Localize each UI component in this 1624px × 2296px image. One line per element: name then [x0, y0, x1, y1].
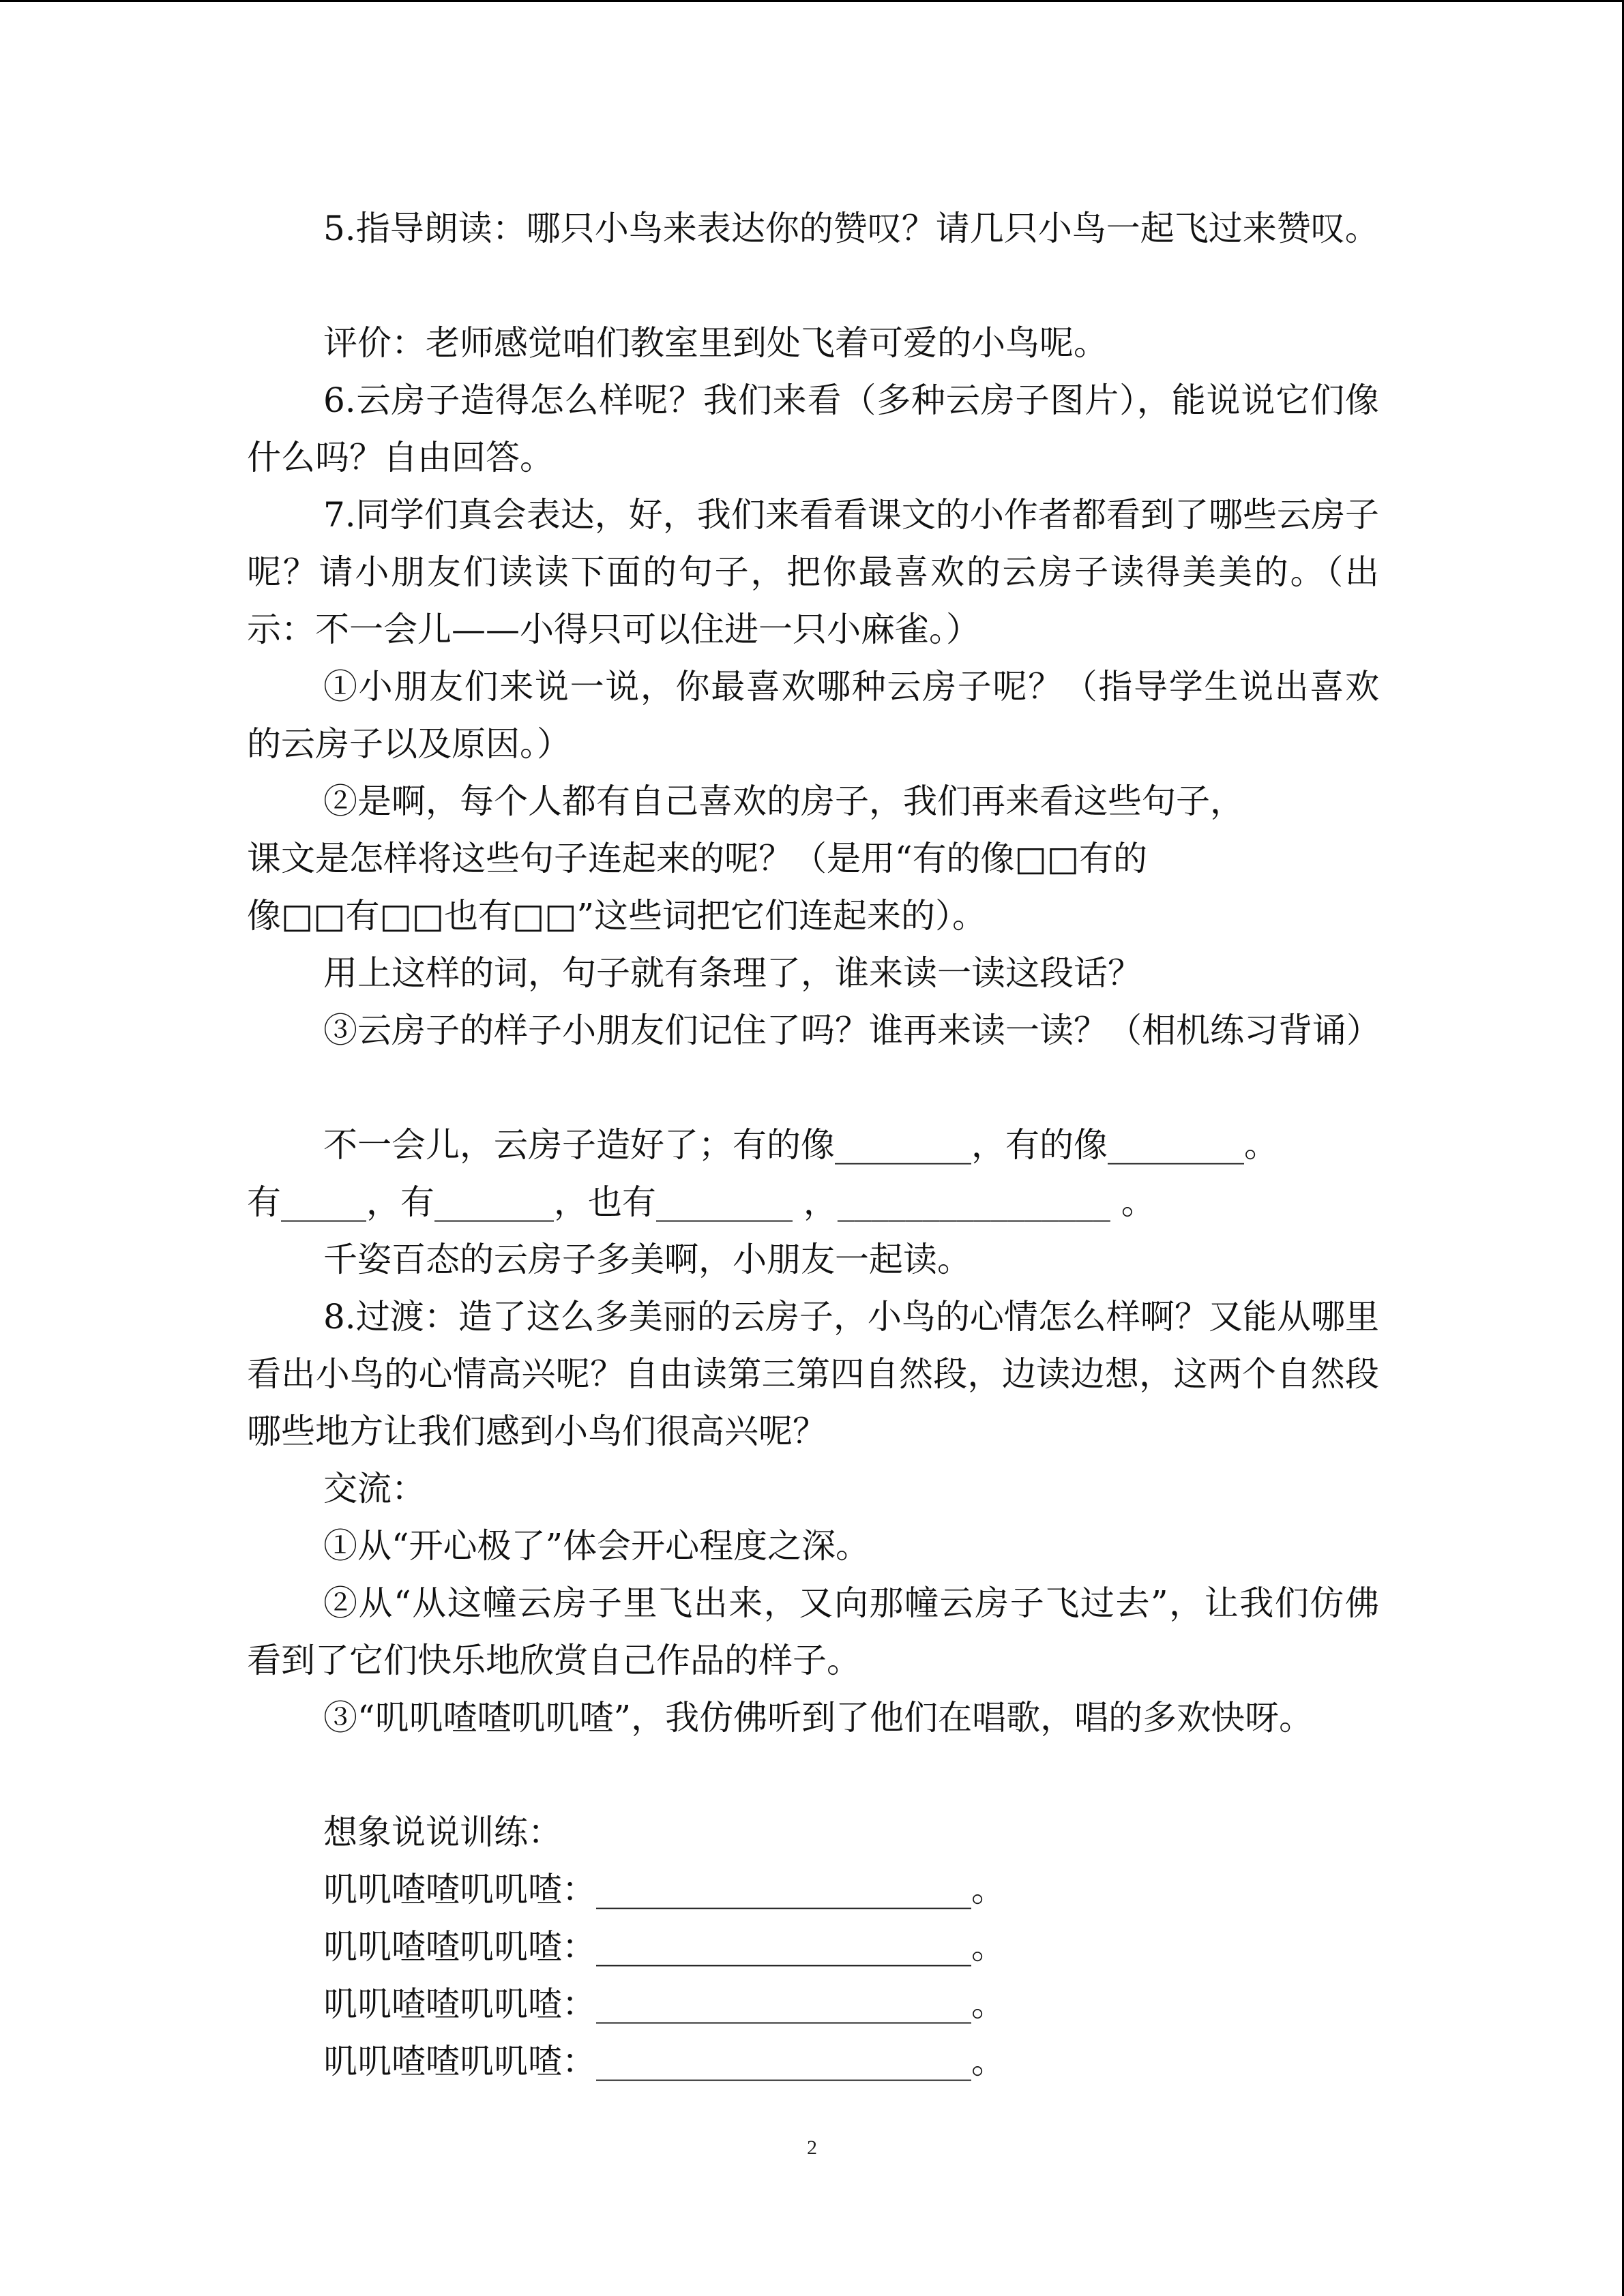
paragraph-discussion-1: ①从“开心极了”体会开心程度之深。: [323, 1526, 870, 1566]
practice-line-3: 叽叽喳喳叽叽喳：______________________。: [323, 1984, 1005, 2024]
practice-line-1: 叽叽喳喳叽叽喳：______________________。: [323, 1870, 1005, 1909]
practice-line-2: 叽叽喳喳叽叽喳：______________________。: [323, 1927, 1005, 1967]
paragraph-7-students-express: 7.同学们真会表达，好，我们来看看课文的小作者都看到了哪些云房子呢？请小朋友们读读下面的句子，把你最喜欢的云房子读得美美的。（出示：不一会儿——小得只可以住进一只小麻雀。）: [247, 495, 1379, 649]
page-top-border: [0, 0, 1624, 2]
paragraph-read-together: 千姿百态的云房子多美啊，小朋友一起读。: [323, 1240, 971, 1279]
paragraph-5-guided-reading: 5.指导朗读：哪只小鸟来表达你的赞叹？请几只小鸟一起飞过来赞叹。: [323, 209, 1379, 248]
paragraph-evaluation: 评价：老师感觉咱们教室里到处飞着可爱的小鸟呢。: [323, 323, 1108, 363]
practice-line-4: 叽叽喳喳叽叽喳：______________________。: [323, 2042, 1005, 2081]
paragraph-step-2-line-3: 像□□有□□也有□□”这些词把它们连起来的）。: [247, 896, 987, 936]
paragraph-discussion: 交流：: [323, 1469, 426, 1508]
paragraph-step-2-line-2: 课文是怎样将这些句子连起来的呢？（是用“有的像□□有的: [247, 839, 1148, 878]
fill-in-line-2: 有_____，有_______，也有________ ，________________ 。: [247, 1182, 1155, 1222]
paragraph-step-1: ①小朋友们来说一说，你最喜欢哪种云房子呢？（指导学生说出喜欢的云房子以及原因。）: [247, 667, 1379, 764]
paragraph-imagination-practice: 想象说说训练：: [323, 1813, 562, 1852]
paragraph-step-2: ②是啊，每个人都有自己喜欢的房子，我们再来看这些句子，: [323, 781, 1244, 821]
paragraph-discussion-3: ③“叽叽喳喳叽叽喳”，我仿佛听到了他们在唱歌，唱的多欢快呀。: [323, 1698, 1314, 1738]
paragraph-step-3: ③云房子的样子小朋友们记住了吗？谁再来读一读？（相机练习背诵）: [323, 1011, 1381, 1050]
page-number: 2: [807, 2136, 817, 2159]
paragraph-8-transition: 8.过渡：造了这么多美丽的云房子，小鸟的心情怎么样啊？又能从哪里看出小鸟的心情高兴呢？自由读第三第四自然段，边读边想，这两个自然段哪些地方让我们感到小鸟们很高兴呢？: [247, 1297, 1379, 1451]
paragraph-6-cloud-houses: 6.云房子造得怎么样呢？我们来看（多种云房子图片），能说说它们像什么吗？自由回答。: [247, 381, 1379, 477]
paragraph-use-words: 用上这样的词，句子就有条理了，谁来读一读这段话？: [323, 953, 1142, 993]
fill-in-line-1: 不一会儿，云房子造好了；有的像________，有的像________。: [323, 1125, 1278, 1165]
paragraph-discussion-2: ②从“从这幢云房子里飞出来，又向那幢云房子飞过去”，让我们仿佛看到了它们快乐地欣赏自己作品的样子。: [247, 1583, 1379, 1680]
